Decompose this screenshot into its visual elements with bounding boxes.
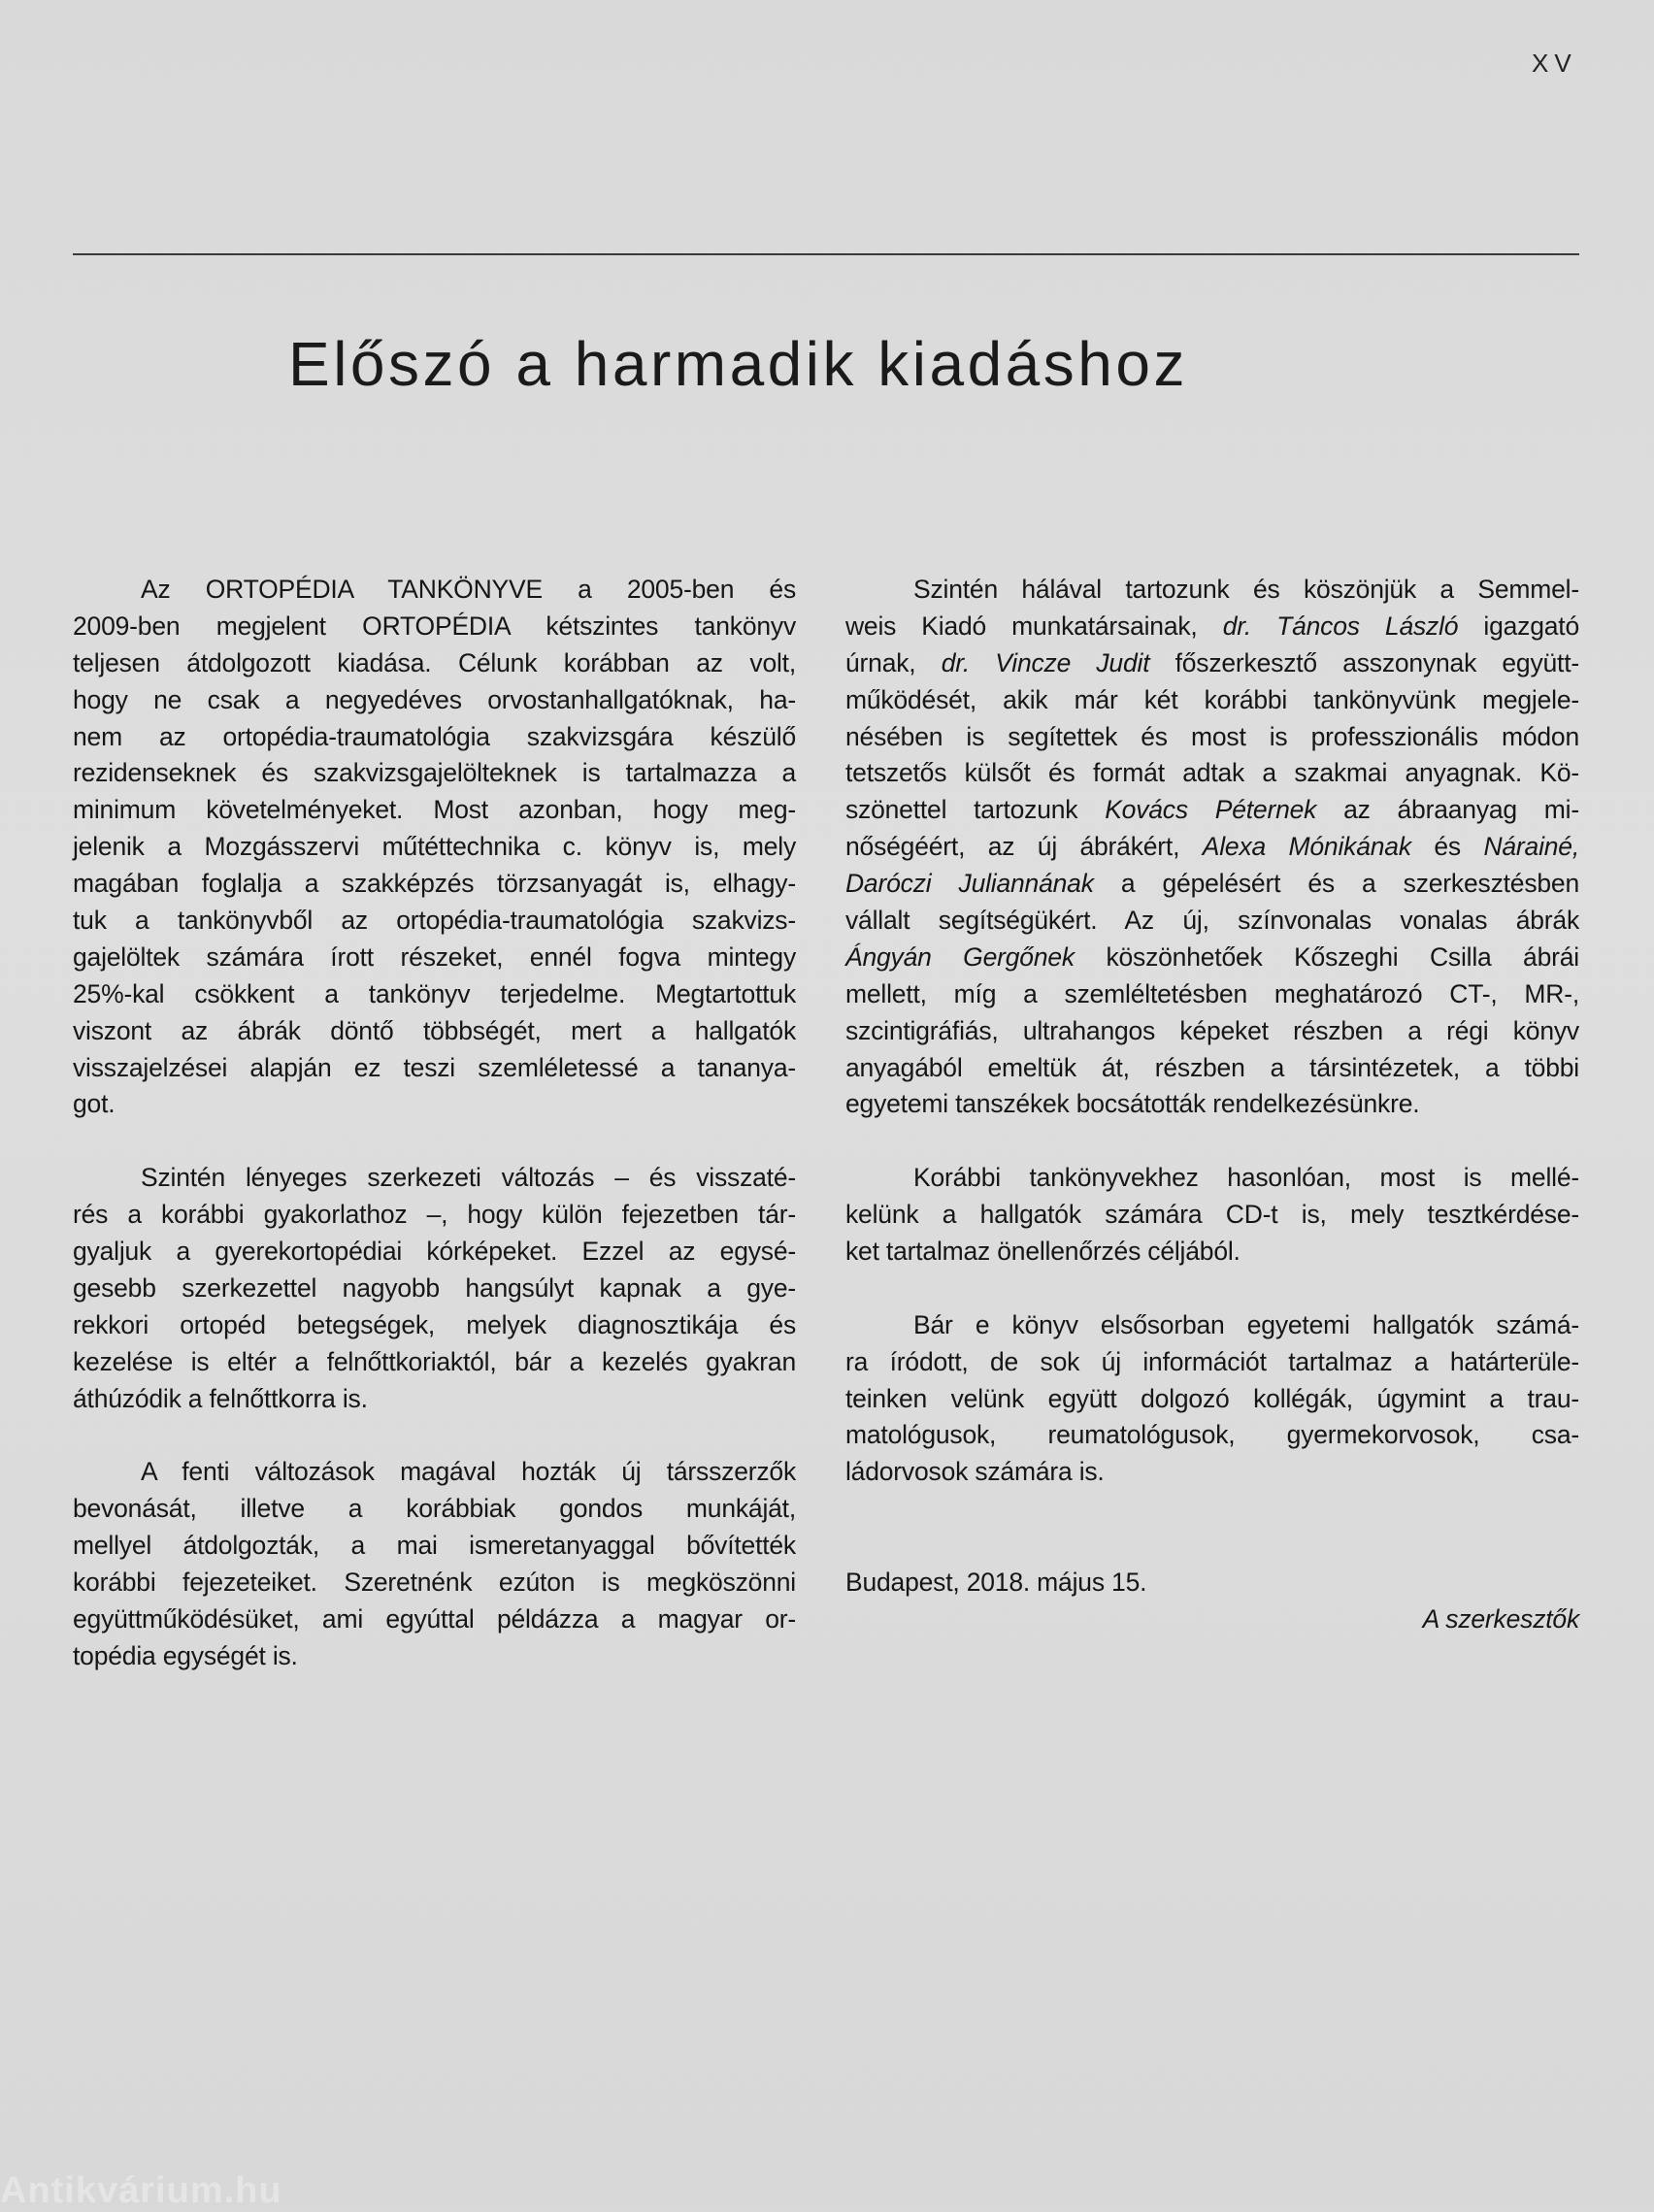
text-line: Ángyán Gergőnek köszönhetőek Kőszeghi Csilla ábrái	[845, 941, 1579, 972]
text-line: gajelöltek számára írott részeket, ennél fogva mintegy	[73, 941, 796, 972]
text-line: kelünk a hallgatók számára CD-t is, mely tesztkérdése-	[845, 1200, 1579, 1230]
text-line: anyagából emeltük át, részben a társintézetek, a többi	[845, 1052, 1579, 1082]
text-line: áthúzódik a felnőttkorra is.	[73, 1383, 368, 1413]
header-rule	[73, 253, 1579, 255]
text-line: mellett, míg a szemléltetésben meghatározó CT-, MR-,	[845, 978, 1579, 1008]
text-line: Bár e könyv elsősorban egyetemi hallgatók számá-	[913, 1309, 1579, 1339]
text-line: Szintén lényeges szerkezeti változás – és visszaté-	[141, 1163, 796, 1193]
text-line: Szintén hálával tartozunk és köszönjük a Semmel-	[913, 575, 1579, 604]
text-line: vállalt segítségükért. Az új, színvonalas vonalas ábrák	[845, 906, 1579, 936]
text-line: ket tartalmaz önellenőrzés céljából.	[845, 1237, 1240, 1267]
text-line: rés a korábbi gyakorlathoz –, hogy külön fejezetben tár-	[73, 1200, 796, 1230]
text-line: rezidenseknek és szakvizsgajelölteknek is tartalmazza a	[73, 758, 796, 788]
text-line: kezelése is eltér a felnőttkoriaktól, bár a kezelés gyakran	[73, 1346, 796, 1376]
text-line: A fenti változások magával hozták új társszerzők	[141, 1457, 796, 1487]
text-line: hogy ne csak a negyedéves orvostanhallgatóknak, ha-	[73, 684, 796, 714]
text-line: tetszetős külsőt és formát adtak a szakmai anyagnak. Kö-	[845, 758, 1579, 788]
text-line: Az ORTOPÉDIA TANKÖNYVE a 2005-ben és	[141, 575, 796, 604]
text-line: ládorvosok számára is.	[845, 1457, 1105, 1487]
left-column	[73, 572, 796, 1712]
text-line: teljesen átdolgozott kiadása. Célunk korábban az volt,	[73, 647, 796, 677]
text-line: magában foglalja a szakképzés törzsanyagát is, elhagy-	[73, 869, 796, 899]
text-line: gesebb szerkezettel nagyobb hangsúlyt kapnak a gye-	[73, 1272, 796, 1303]
text-line: 25%-kal csökkent a tankönyv terjedelme. Megtartottuk	[73, 978, 796, 1008]
text-line: jelenik a Mozgásszervi műtéttechnika c. könyv is, mely	[73, 832, 796, 862]
right-column	[845, 572, 1579, 1638]
text-line: bevonását, illetve a korábbiak gondos munkáját,	[73, 1494, 796, 1524]
text-line: nőségéért, az új ábrákért, Alexa Mónikának és Nárainé,	[845, 832, 1580, 862]
italic-name: dr. Táncos László	[1222, 611, 1459, 641]
text-line: rekkori ortopéd betegségek, melyek diagnosztikája és	[73, 1309, 796, 1339]
italic-name: Ángyán Gergőnek	[845, 941, 1075, 972]
italic-name: Daróczi Juliannának	[845, 869, 1094, 899]
italic-name: dr. Vincze Judit	[941, 647, 1150, 677]
text-line: Daróczi Juliannának a gépelésért és a szerkesztésben	[845, 869, 1579, 899]
text-line: 2009-ben megjelent ORTOPÉDIA kétszintes tankönyv	[73, 611, 796, 641]
italic-name: Alexa Mónikának	[1202, 832, 1411, 862]
text-line: visszajelzései alapján ez teszi szemléletessé a tananya-	[73, 1052, 796, 1082]
dateline: Budapest, 2018. május 15.	[845, 1568, 1147, 1598]
paragraph	[73, 1454, 796, 1674]
text-line: nésében is segítettek és most is professzionális módon	[845, 721, 1579, 751]
chapter-title: Előszó a harmadik kiadáshoz	[288, 329, 1188, 399]
text-line: korábbi fejezeteiket. Szeretnénk ezúton is megköszönni	[73, 1568, 796, 1598]
text-line: gyaljuk a gyerekortopédiai kórképeket. Ezzel az egysé-	[73, 1237, 796, 1267]
text-line: működését, akik már két korábbi tankönyvünk megjele-	[845, 684, 1579, 714]
text-line: úrnak, dr. Vincze Judit főszerkesztő asszonynak együtt-	[845, 647, 1579, 677]
paragraph	[845, 1307, 1579, 1491]
text-line: topédia egységét is.	[73, 1640, 298, 1670]
paragraph	[845, 572, 1579, 1123]
text-line: szcintigráfiás, ultrahangos képeket részben a régi könyv	[845, 1015, 1579, 1045]
text-line: egyetemi tanszékek bocsátották rendelkezésünkre.	[845, 1089, 1420, 1119]
text-line: tuk a tankönyvből az ortopédia-traumatológia szakvizs-	[73, 906, 796, 936]
page-number: XV	[1532, 49, 1577, 78]
text-line: mellyel átdolgozták, a mai ismeretanyaggal bővítették	[73, 1531, 796, 1561]
signature: A szerkesztők	[1422, 1603, 1579, 1634]
text-line: szönettel tartozunk Kovács Péternek az ábraanyag mi-	[845, 795, 1579, 825]
text-line: együttműködésüket, ami egyúttal példázza a magyar or-	[73, 1603, 796, 1634]
text-line: minimum követelményeket. Most azonban, hogy meg-	[73, 795, 796, 825]
paragraph	[73, 1160, 796, 1417]
italic-name: Nárainé,	[1483, 832, 1580, 862]
paragraph	[73, 572, 796, 1123]
text-line: nem az ortopédia-traumatológia szakvizsgára készülő	[73, 721, 796, 751]
text-line: viszont az ábrák döntő többségét, mert a hallgatók	[73, 1015, 796, 1045]
text-line: got.	[73, 1089, 116, 1119]
italic-name: Kovács Péternek	[1105, 795, 1317, 825]
text-line: Korábbi tankönyvekhez hasonlóan, most is mellé-	[913, 1163, 1579, 1193]
paragraph	[845, 1160, 1579, 1271]
watermark: Antikvárium.hu	[0, 2170, 282, 2211]
text-line: matológusok, reumatológusok, gyermekorvosok, csa-	[845, 1420, 1579, 1450]
text-line: weis Kiadó munkatársainak, dr. Táncos László igazgató	[845, 611, 1579, 641]
text-line: ra íródott, de sok új információt tartalmaz a határterüle-	[845, 1346, 1579, 1376]
text-line: teinken velünk együtt dolgozó kollégák, úgymint a trau-	[845, 1383, 1579, 1413]
